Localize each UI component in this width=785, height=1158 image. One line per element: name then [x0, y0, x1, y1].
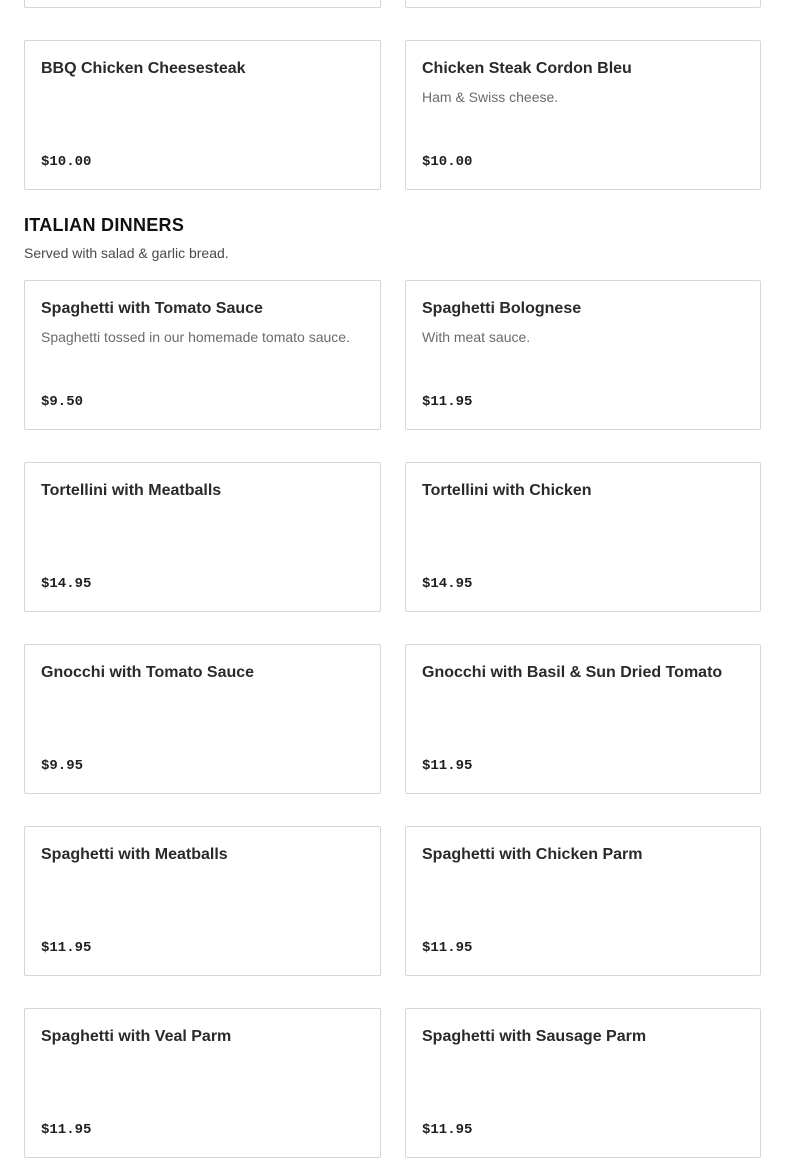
menu-item-name: Chicken Steak Cordon Bleu — [422, 60, 632, 77]
menu-item-price: $9.95 — [41, 758, 84, 774]
menu-item-price: $11.95 — [41, 1122, 92, 1138]
menu-item-card[interactable] — [405, 826, 761, 976]
menu-item-card[interactable] — [24, 644, 381, 794]
menu-item-name: Gnocchi with Basil & Sun Dried Tomato — [422, 664, 723, 681]
menu-item-price: $11.95 — [422, 394, 473, 410]
section-title: ITALIAN DINNERS — [24, 215, 185, 235]
menu-item-name: Tortellini with Meatballs — [41, 482, 222, 499]
menu-item-name: Tortellini with Chicken — [422, 482, 592, 499]
menu-item-price: $14.95 — [422, 576, 473, 592]
menu-item-card[interactable] — [24, 40, 381, 190]
menu-item-name: Spaghetti Bolognese — [422, 300, 582, 317]
menu-item-price: $11.95 — [422, 1122, 473, 1138]
menu-item-name: Spaghetti with Meatballs — [41, 846, 228, 863]
menu-item-name: Gnocchi with Tomato Sauce — [41, 664, 255, 681]
menu-item-name: Spaghetti with Veal Parm — [41, 1028, 232, 1045]
menu-item-card[interactable] — [24, 280, 381, 430]
menu-item-name: Spaghetti with Tomato Sauce — [41, 300, 263, 317]
menu-item-card-partial[interactable] — [24, 0, 381, 8]
menu-item-price: $11.95 — [41, 940, 92, 956]
menu-item-name: Spaghetti with Chicken Parm — [422, 846, 643, 863]
menu-item-card-partial[interactable] — [405, 0, 761, 8]
menu-item-price: $10.00 — [41, 154, 92, 170]
menu-item-card[interactable] — [405, 462, 761, 612]
menu-item-price: $14.95 — [41, 576, 92, 592]
menu-item-price: $11.95 — [422, 940, 473, 956]
menu-item-description: With meat sauce. — [422, 329, 531, 345]
menu-item-price: $10.00 — [422, 154, 473, 170]
menu-item-name: Spaghetti with Sausage Parm — [422, 1028, 647, 1045]
section-description: Served with salad & garlic bread. — [24, 245, 229, 261]
menu-item-name: BBQ Chicken Cheesesteak — [41, 60, 246, 77]
menu-item-card[interactable] — [405, 644, 761, 794]
menu-item-card[interactable] — [24, 462, 381, 612]
menu-item-description: Spaghetti tossed in our homemade tomato sauce. — [41, 329, 350, 345]
menu-item-card[interactable] — [405, 1008, 761, 1158]
menu-item-card[interactable] — [24, 1008, 381, 1158]
menu-item-card[interactable] — [24, 826, 381, 976]
menu-item-card[interactable] — [405, 40, 761, 190]
menu-item-card[interactable] — [405, 280, 761, 430]
menu-item-description: Ham & Swiss cheese. — [422, 89, 559, 105]
menu-item-price: $11.95 — [422, 758, 473, 774]
menu-item-price: $9.50 — [41, 394, 84, 410]
